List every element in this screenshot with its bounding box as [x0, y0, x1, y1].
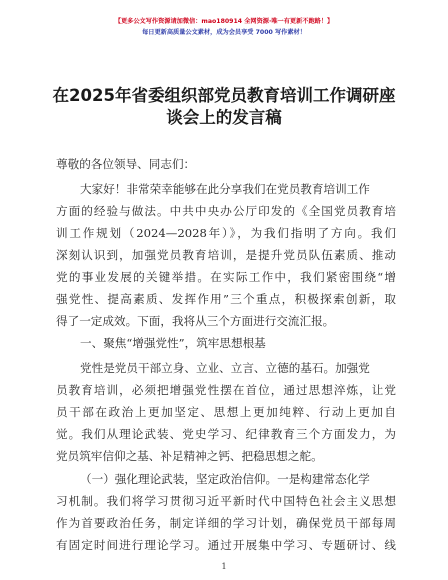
promo-banner-line-1: 【更多公文写作资源请加微信：mao180914 全网资源·唯一有更新不跑路！】: [114, 18, 334, 25]
body-text-line: 觉。我们从理论武装、党史学习、纪律教育三个方面发力，为: [56, 427, 396, 441]
body-text-line: 方面的经验与做法。中共中央办公厅印发的《全国党员教育培: [56, 204, 396, 218]
body-text-line: （一）强化理论武装，坚定政治信仰。一是构建常态化学: [80, 472, 370, 486]
body-text-line: 有固定时间进行理论学习。通过开展集中学习、专题研讨、线: [56, 538, 396, 552]
body-text-line: 大家好！非常荣幸能够在此分享我们在党员教育培训工作: [80, 182, 370, 196]
document-title-line-1: 在2025年省委组织部党员教育培训工作调研座: [52, 86, 396, 105]
body-text-line: 得了一定成效。下面，我将从三个方面进行交流汇报。: [56, 314, 335, 328]
body-text-line: 员教育培训，必须把增强党性摆在首位，通过思想淬炼，让党: [56, 383, 396, 397]
section-heading: 一、聚焦“增强党性”，筑牢思想根基: [80, 336, 266, 350]
body-text-line: 党员筑牢信仰之基、补足精神之钙、把稳思想之舵。: [56, 449, 323, 463]
document-title-line-2: 谈会上的发言稿: [166, 108, 282, 127]
body-text-line: 训工作规划（2024—2028年）》，为我们指明了方向。我们: [56, 226, 396, 240]
body-text-line: 深刻认识到，加强党员教育培训，是提升党员队伍素质、推动: [56, 248, 396, 262]
body-text-line: 习机制。我们将学习贯彻习近平新时代中国特色社会主义思想: [56, 494, 396, 508]
body-text-line: 员干部在政治上更加坚定、思想上更加纯粹、行动上更加自: [56, 405, 396, 419]
salutation: 尊敬的各位领导、同志们：: [56, 157, 196, 171]
body-text-line: 党性是党员干部立身、立业、立言、立德的基石。加强党: [80, 361, 370, 375]
page-number: 1: [221, 562, 227, 571]
promo-banner-line-2: 每日更新高质量公文素材，成为会员享受 7000 写作素材！: [142, 29, 306, 36]
body-text-line: 强党性、提高素质、发挥作用”三个重点，积极探索创新，取: [56, 292, 396, 306]
body-text-line: 党的事业发展的关键举措。在实际工作中，我们紧密围绕“增: [56, 270, 396, 284]
body-text-line: 作为首要政治任务，制定详细的学习计划，确保党员干部每周: [56, 516, 396, 530]
